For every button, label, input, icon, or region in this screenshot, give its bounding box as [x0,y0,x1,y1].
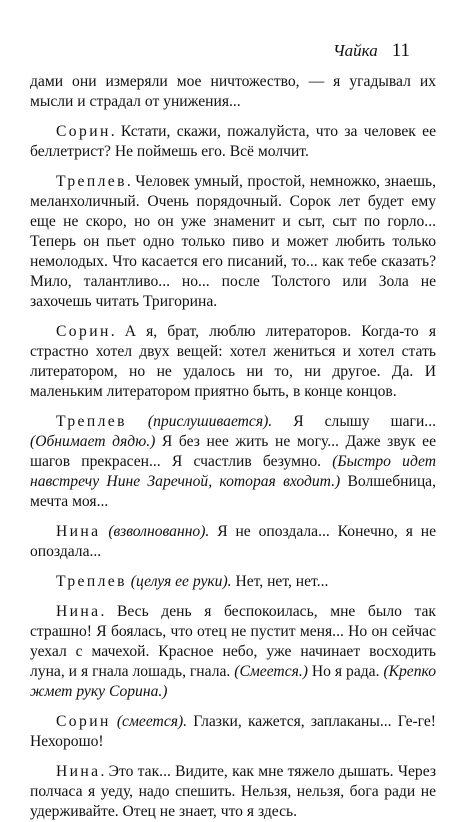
dialogue-text: . Кстати, скажи, пожалуйста, что за человек ее беллетрист? Не поймешь его. Всё молчит. [30,123,436,160]
dialogue-text: Но я рада. [307,663,384,680]
dialogue-paragraph [30,522,436,562]
dialogue-text: Волшебница, мечта моя... [30,473,436,510]
continuation-paragraph [30,72,436,112]
speaker-name: Нина [56,603,101,620]
dialogue-text: Глазки, кажется, заплаканы... Ге-ге! Нехорошо! [30,713,436,750]
speaker-name: Треплев [56,413,127,430]
speaker-name: Нина [56,763,101,780]
dialogue-paragraph [30,602,436,702]
dialogue-paragraph [30,122,436,162]
dialogue-text: . Это так... Видите, как мне тяжело дышать. Через полчаса я уеду, надо спешить. Нельзя, нельзя, бога ради не удерживайте. Отец не знает, что я здесь. [30,763,436,820]
dialogue-text: Нет, нет, нет... [231,573,329,590]
dialogue-text: . А я, брат, люблю литераторов. Когда-то я страстно хотел двух вещей: хотел жениться и хотел стать литератором, но не удалось ни то, ни другое. Да. И маленьким литератором приятно быть, в конце концов. [30,323,436,400]
running-header [333,40,410,62]
stage-direction: (смеется). [116,713,188,730]
dialogue-text: Я без нее жить не могу... Даже звук ее шагов прекрасен... Я счастлив безумно. [30,433,436,470]
stage-direction: (Крепко жмет руку Сорина.) [30,663,436,700]
dialogue-text: . Человек умный, простой, немножко, знаешь, меланхоличный. Очень порядочный. Сорок лет будет ему еще не скоро, но он уже знаменит и сыт, сыт по горло... Теперь он пьет одно только пиво и может любить только немолодых. Что касается его писаний, то... как тебе сказать? Мило, талантливо... но... после Толстого или Зола не захочешь читать Тригорина. [30,173,436,310]
stage-direction: (Обнимает дядю.) [30,433,156,450]
dialogue-text: . Весь день я беспокоилась, мне было так страшно! Я боялась, что отец не пустит меня... Но он сейчас уехал с мачехой. Красное небо, уже начинает восходить луна, и я гнала лошадь, гнала. [30,603,436,680]
speaker-name: Нина [56,523,101,540]
dialogue-text: Я не опоздала... Конечно, я не опоздала... [30,523,436,560]
play-text [30,72,436,822]
page-number: 11 [391,40,410,61]
dialogue-paragraph [30,172,436,312]
stage-direction: (целуя ее руки). [130,573,232,590]
dialogue-text [127,413,148,430]
dialogue-paragraph [30,412,436,512]
dialogue-text: Я слышу шаги... [272,413,436,430]
dialogue-paragraph [30,322,436,402]
dialogue-paragraph [30,572,436,592]
dialogue-text: дами они измеряли мое ничтожество, — я угадывал их мысли и страдал от унижения... [30,73,436,110]
speaker-name: Треплев [56,173,127,190]
running-title: Чайка [332,41,378,60]
stage-direction: (прислушивается). [147,413,273,430]
speaker-name: Сорин [56,713,111,730]
speaker-name: Треплев [56,573,127,590]
dialogue-paragraph [30,712,436,752]
speaker-name: Сорин [56,323,111,340]
dialogue-paragraph [30,762,436,822]
stage-direction: (Быстро идет навстречу Нине Заречной, которая входит.) [30,453,436,490]
stage-direction: (взволнованно). [108,523,210,540]
speaker-name: Сорин [56,123,111,140]
stage-direction: (Смеется.) [234,663,308,680]
